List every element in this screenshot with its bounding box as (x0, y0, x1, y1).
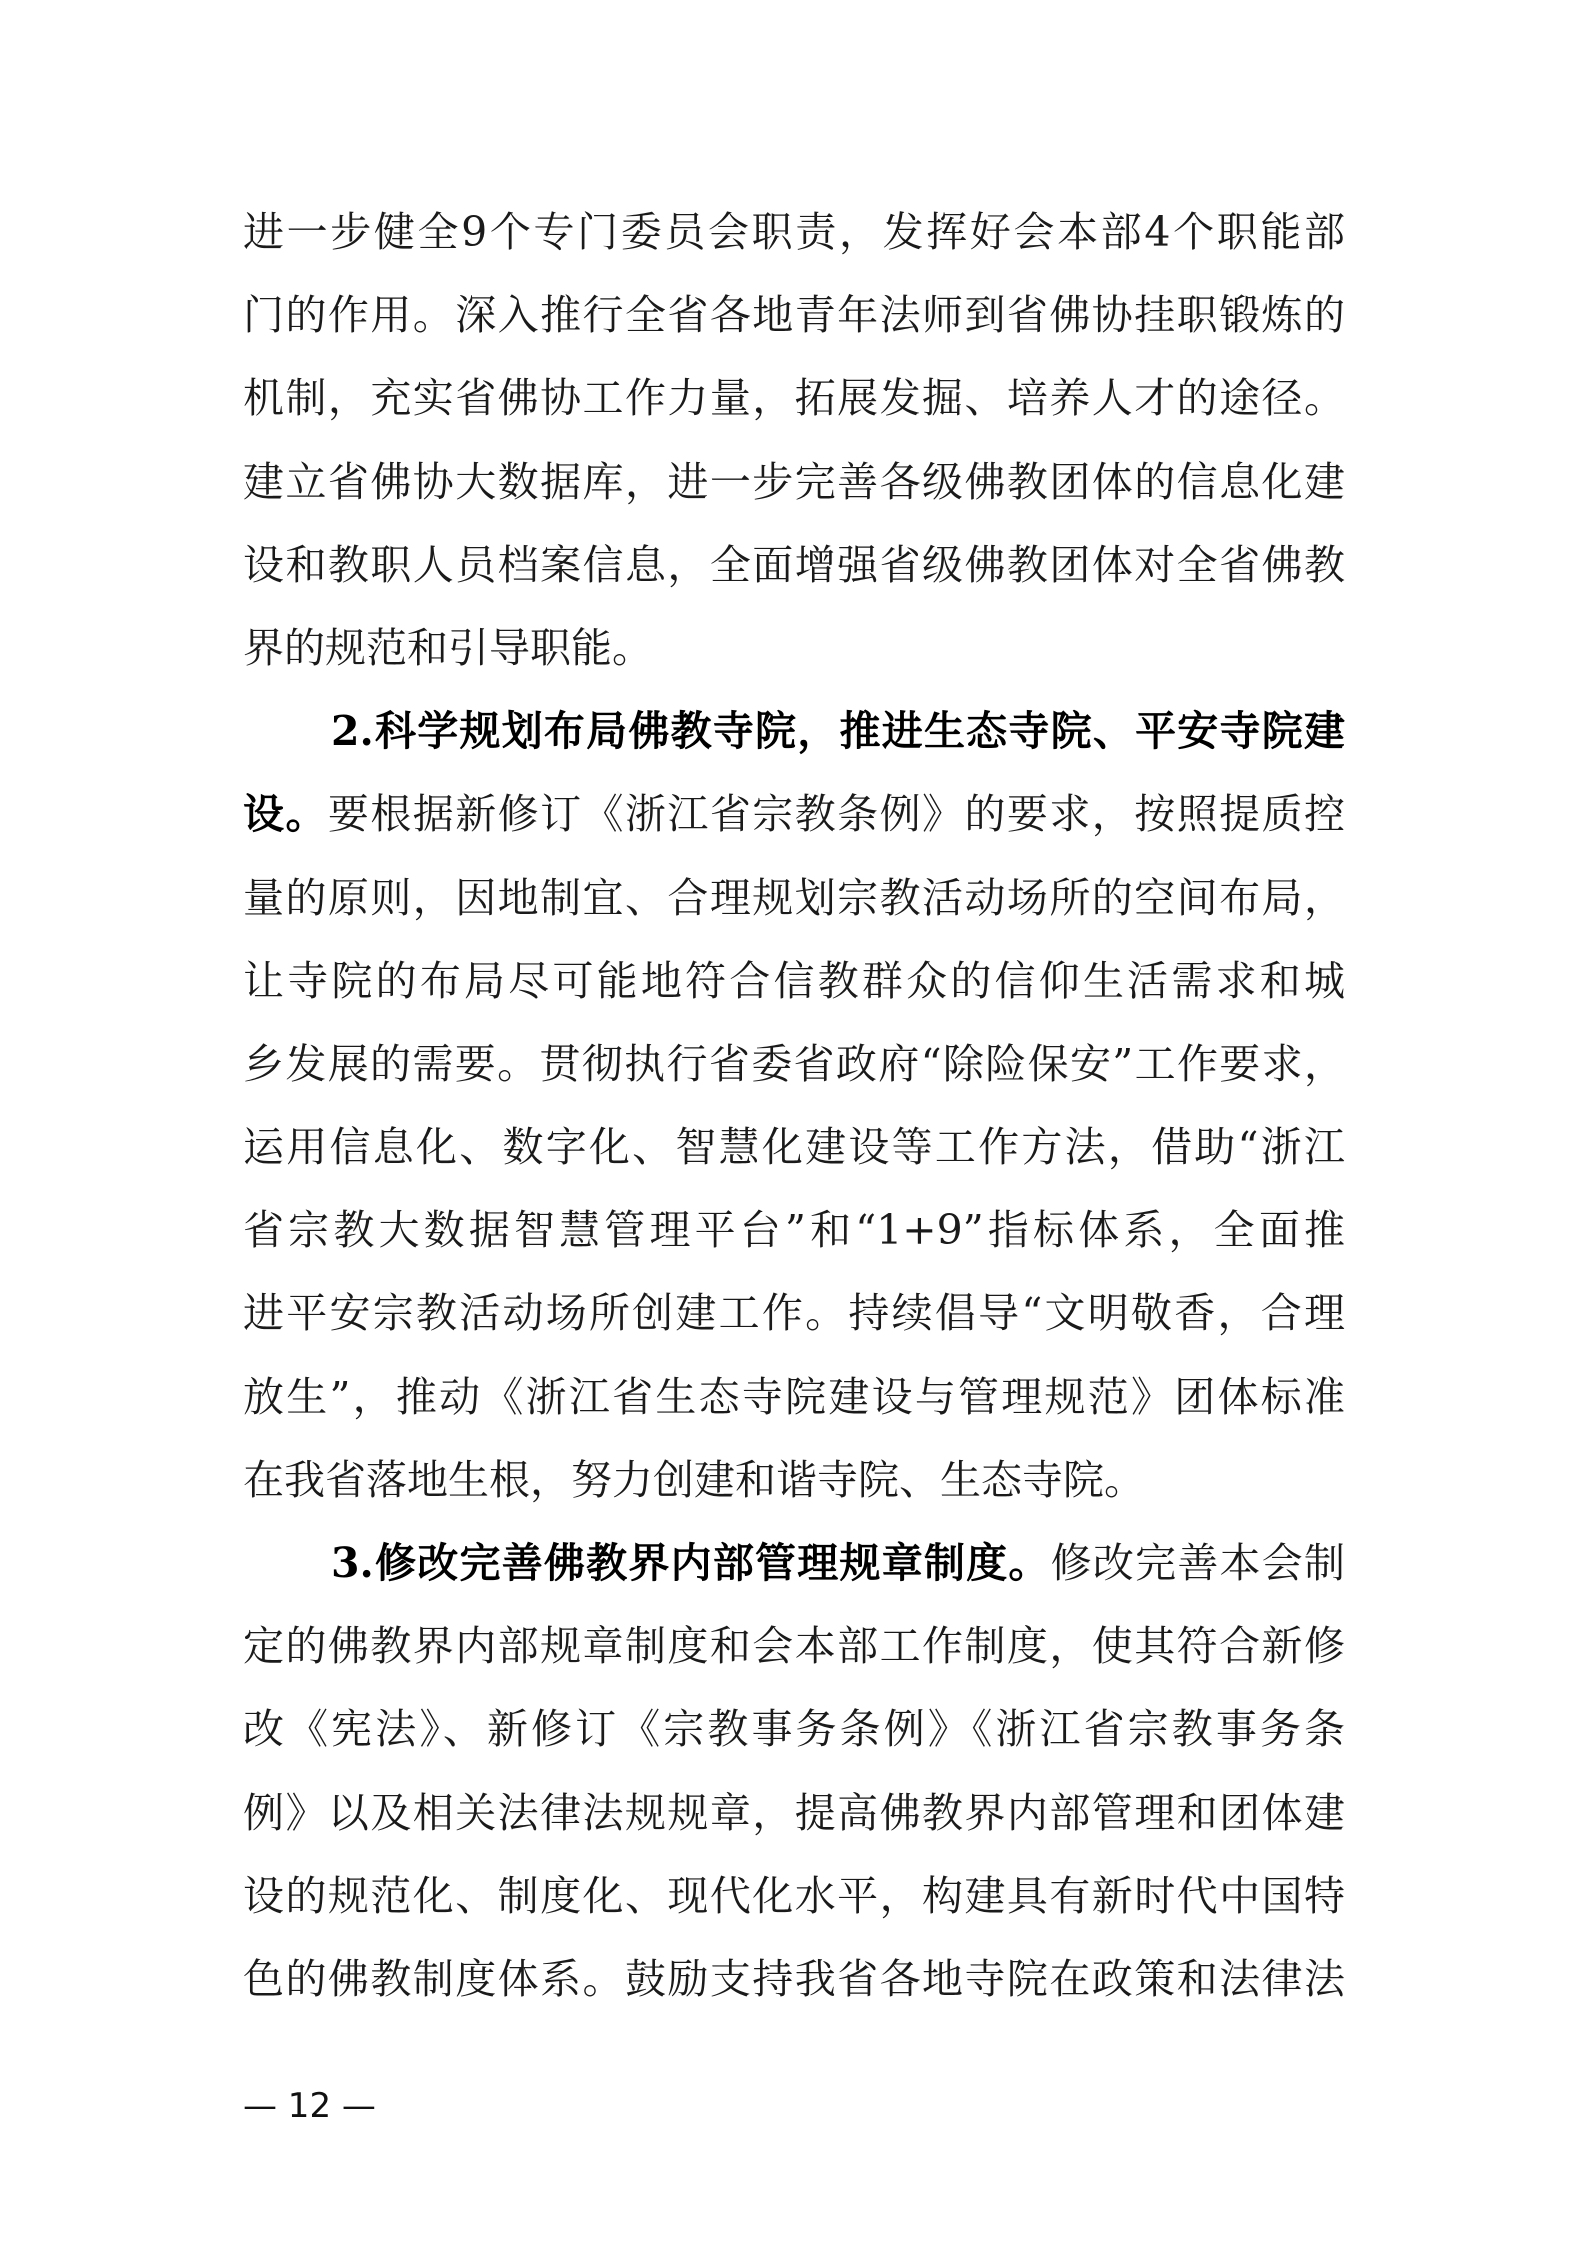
text-line: 乡发展的需要。贯彻执行省委省政府“除险保安”工作要求， (243, 1039, 1345, 1088)
section-heading-2: 2.科学规划布局佛教寺院，推进生态寺院、平安寺院建 (331, 707, 1345, 756)
text-line: 省宗教大数据智慧管理平台”和“1+9”指标体系，全面推 (243, 1206, 1345, 1255)
text-line: 放生”，推动《浙江省生态寺院建设与管理规范》团体标准 (243, 1372, 1345, 1421)
text-line: 例》以及相关法律法规规章，提高佛教界内部管理和团体建 (243, 1788, 1345, 1837)
text-line: 界的规范和引导职能。 (243, 623, 653, 672)
text-line: 设和教职人员档案信息，全面增强省级佛教团体对全省佛教 (243, 540, 1345, 589)
text-line: 进平安宗教活动场所创建工作。持续倡导“文明敬香，合理 (243, 1289, 1345, 1338)
section-heading-2-tail: 设。 (243, 790, 328, 839)
section-heading-3: 3.修改完善佛教界内部管理规章制度。 (331, 1539, 1051, 1587)
text-line: 门的作用。深入推行全省各地青年法师到省佛协挂职锻炼的 (243, 291, 1345, 340)
section-heading-line (243, 1522, 1345, 1605)
text-line: 定的佛教界内部规章制度和会本部工作制度，使其符合新修 (243, 1622, 1345, 1671)
text-line: 进一步健全9个专门委员会职责，发挥好会本部4个职能部 (243, 208, 1345, 256)
text-line: 改《宪法》、新修订《宗教事务条例》《浙江省宗教事务条 (243, 1705, 1345, 1754)
text-line: 在我省落地生根，努力创建和谐寺院、生态寺院。 (243, 1455, 1145, 1504)
text-line: 设的规范化、制度化、现代化水平，构建具有新时代中国特 (243, 1871, 1345, 1920)
section-heading-line (243, 690, 1345, 773)
text-span: 修改完善本会制 (1050, 1539, 1345, 1587)
text-line: 机制，充实省佛协工作力量，拓展发掘、培养人才的途径。 (243, 374, 1345, 423)
text-line: 让寺院的布局尽可能地符合信教群众的信仰生活需求和城 (243, 956, 1345, 1005)
page-number: — 12 — (243, 2086, 376, 2126)
text-line: 运用信息化、数字化、智慧化建设等工作方法，借助“浙江 (243, 1123, 1345, 1172)
text-span: 要根据新修订《浙江省宗教条例》的要求，按照提质控 (327, 790, 1346, 839)
text-line: 量的原则，因地制宜、合理规划宗教活动场所的空间布局， (243, 873, 1345, 922)
body-text (243, 191, 1345, 2021)
text-line (243, 773, 1345, 856)
text-line: 建立省佛协大数据库，进一步完善各级佛教团体的信息化建 (243, 457, 1345, 506)
text-line: 色的佛教制度体系。鼓励支持我省各地寺院在政策和法律法 (243, 1954, 1345, 2003)
